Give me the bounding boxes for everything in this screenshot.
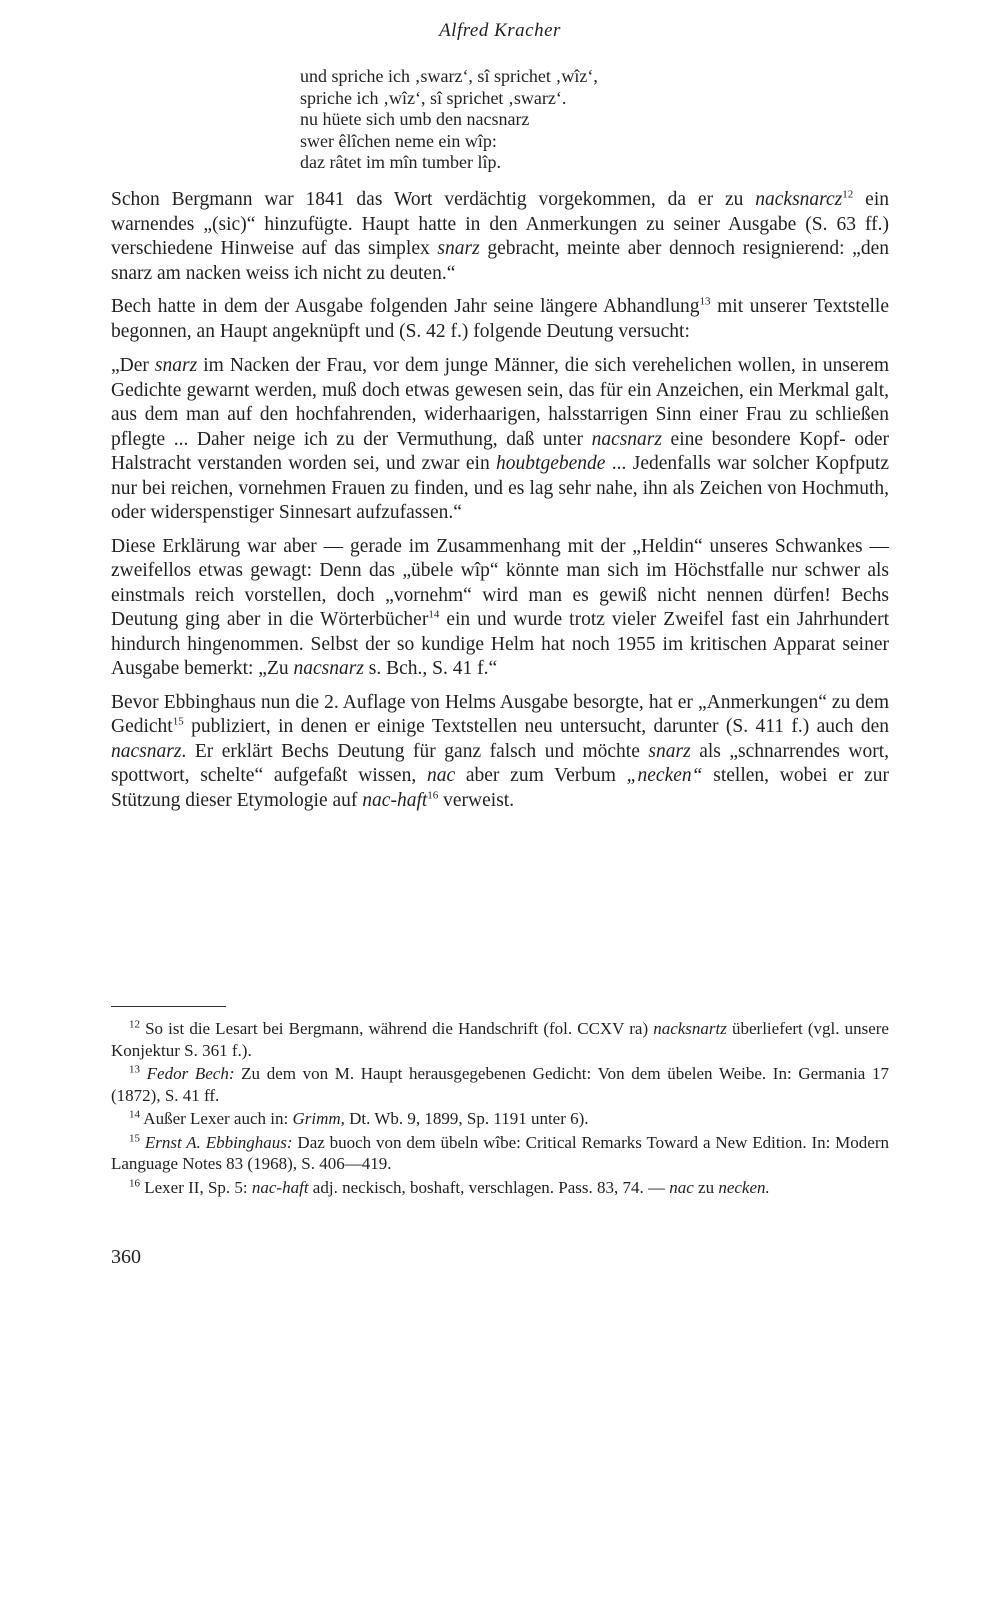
verse-line: und spriche ich ‚swarz‘, sî sprichet ‚wîz‘, bbox=[300, 66, 598, 86]
paragraph-bergmann: Schon Bergmann war 1841 das Wort verdächtig vorgekommen, da er zu nacksnarcz$^{12}$ ein warnendes „(sic)“ hinzufügte. Haupt hatte in den Anmerkungen zu seiner Ausgabe (S. 63 ff.) verschiedene Hinweise auf das simplex snarz gebracht, meinte aber dennoch resignierend: „den snarz am nacken weiss ich nicht zu deuten.“ bbox=[111, 188, 889, 284]
verse-quotation bbox=[300, 66, 598, 174]
footnote-15: $^{15}$ Ernst A. Ebbinghaus: Daz buoch von dem übeln wîbe: Critical Remarks Toward a New Edition. In: Modern Language Notes 83 (1968), S. 406—419. bbox=[111, 1131, 889, 1173]
page-number: 360 bbox=[111, 1246, 141, 1268]
footnote-ref[interactable]: 15 bbox=[172, 715, 184, 728]
footnote-divider bbox=[111, 1006, 226, 1007]
footnote-14: $^{14}$ Außer Lexer auch in: Grimm, Dt. Wb. 9, 1899, Sp. 1191 unter 6). bbox=[129, 1108, 589, 1128]
footnotes bbox=[111, 1018, 889, 1200]
verse-line: swer êlîchen neme ein wîp: bbox=[300, 130, 497, 151]
verse-line: spriche ich ‚wîz‘, sî sprichet ‚swarz‘. bbox=[300, 87, 567, 108]
verse-line: daz râtet im mîn tumber lîp. bbox=[300, 152, 501, 172]
body-text bbox=[111, 188, 889, 822]
paragraph-erklaerung: Diese Erklärung war aber — gerade im Zusammenhang mit der „Heldin“ unseres Schwankes — zweifellos etwas gewagt: Denn das „übele wîp“ könnte man sich im Höchstfalle nur schwer als einstmals reich vorstellen, doch „vornehm“ wird man es gewiß nicht nennen dürfen! Bechs Deutung ging aber in die Wörterbücher$^{14}$ ein und wurde trotz vieler Zweifel fast ein Jahrhundert hindurch hingenommen. Selbst der so kundige Helm hat noch 1955 im kritischen Apparat seiner Ausgabe bemerkt: „Zu nacsnarz s. Bch., S. 41 f.“ bbox=[111, 535, 889, 679]
verse-line: nu hüete sich umb den nacsnarz bbox=[300, 109, 530, 129]
running-header: Alfred Kracher bbox=[439, 20, 561, 41]
footnote-ref[interactable]: 12 bbox=[842, 188, 854, 201]
footnote-ref[interactable]: 14 bbox=[428, 608, 440, 621]
block-quote: „Der snarz im Nacken der Frau, vor dem junge Männer, die sich verehelichen wollen, in unserem Gedichte gewarnt werden, muß doch etwas gewesen sein, das für ein Anzeichen, ein Merkmal galt, aus dem man auf den hochfahrenden, widerhaarigen, halsstarrigen Sinn einer Frau zu schließen pflegte ... Daher neige ich zu der Vermuthung, daß unter nacsnarz eine besondere Kopf- oder Halstracht verstanden worden sei, und zwar ein houbtgebende ... Jedenfalls war solcher Kopfputz nur bei reichen, vornehmen Frauen zu finden, und es lag sehr nahe, ihn als Zeichen von Hochmuth, oder widerspenstiger Sinnesart aufzufassen.“ bbox=[111, 355, 889, 523]
footnote-16: $^{16}$ Lexer II, Sp. 5: nac-haft adj. neckisch, boshaft, verschlagen. Pass. 83, 74. — nac zu necken. bbox=[129, 1176, 770, 1197]
footnote-ref[interactable]: 13 bbox=[699, 295, 711, 308]
footnote-ref[interactable]: 16 bbox=[427, 789, 439, 801]
paragraph-ebbinghaus: Bevor Ebbinghaus nun die 2. Auflage von Helms Ausgabe besorgte, hat er „Anmerkungen“ zu dem Gedicht$^{15}$ publiziert, in denen er einige Textstellen neu untersucht, darunter (S. 411 f.) auch den nacsnarz. Er erklärt Bechs Deutung für ganz falsch und möchte snarz als „schnarrendes wort, spottwort, schelte“ aufgefaßt wissen, nac aber zum Verbum „necken“ stellen, wobei er zur Stützung dieser Etymologie auf nac-haft$^{16}$ verweist. bbox=[111, 691, 890, 811]
paragraph-bech: Bech hatte in dem der Ausgabe folgenden Jahr seine längere Abhandlung$^{13}$ mit unserer Textstelle begonnen, an Haupt angeknüpft und (S. 42 f.) folgende Deutung versucht: bbox=[111, 295, 889, 342]
footnote-12: $^{12}$ So ist die Lesart bei Bergmann, während die Handschrift (fol. CCXV ra) nacksnartz überliefert (vgl. unsere Konjektur S. 361 f.). bbox=[111, 1018, 889, 1060]
footnote-13: $^{13}$ Fedor Bech: Zu dem von M. Haupt herausgegebenen Gedicht: Von dem übelen Weibe. In: Germania 17 (1872), S. 41 ff. bbox=[111, 1063, 890, 1105]
